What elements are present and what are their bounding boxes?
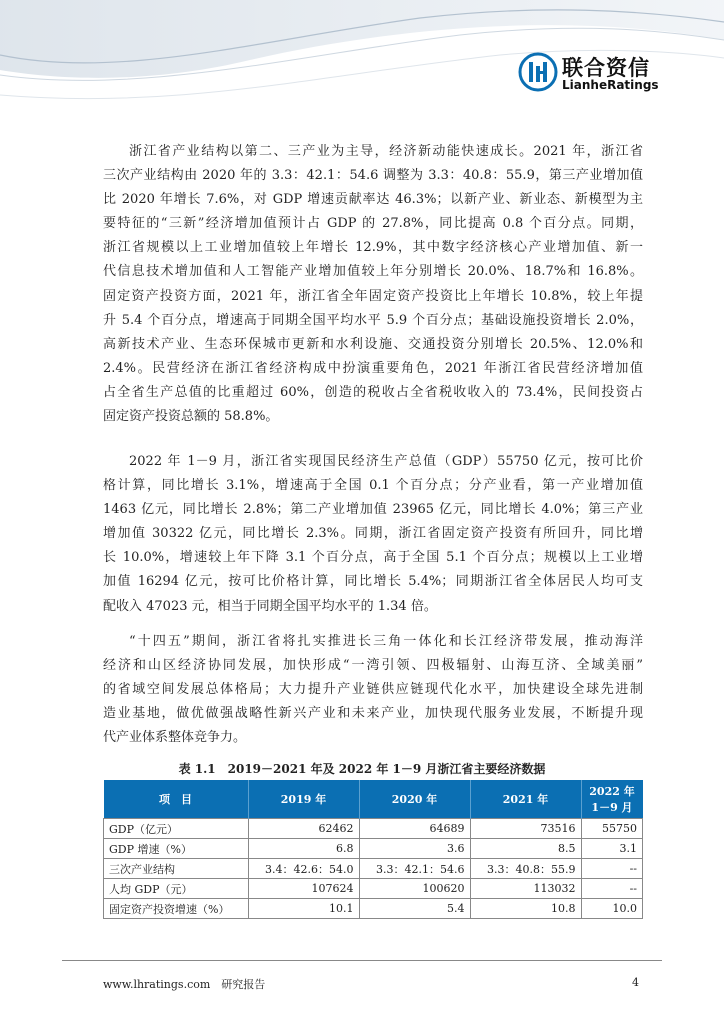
cell-2019: 10.1: [248, 899, 359, 919]
paragraph-industry-structure: [103, 140, 643, 429]
p2-line: 配收入 47023 元，相当于同期全国平均水平的 1.34 倍。: [103, 598, 437, 614]
header-2020: 2020 年: [359, 780, 470, 819]
logo-english-name: LianheRatings: [562, 78, 659, 92]
header-item: 项 目: [104, 780, 249, 819]
cell-2022: 10.0: [581, 899, 643, 919]
cell-2020: 5.4: [359, 899, 470, 919]
table-header-row: [104, 780, 643, 819]
p1-line: 浙江省规模以上工业增加值较上年增长 12.9%，其中数字经济核心产业增加值、新一: [103, 240, 643, 256]
p2-line: 加值 16294 亿元，按可比价格计算，同比增长 5.4%；同期浙江省全体居民人均可支: [103, 574, 643, 590]
p1-line: 固定资产投资总额的 58.8%。: [103, 409, 279, 425]
table-row: [104, 899, 643, 919]
paragraph-14th-five-year: [103, 630, 643, 750]
row-label: 人均 GDP（元）: [104, 879, 249, 899]
cell-2021: 73516: [470, 819, 581, 839]
p1-line: 三次产业结构由 2020 年的 3.3：42.1：54.6 调整为 3.3：40.8：55.9，第三产业增加值: [103, 168, 643, 184]
p1-line: 代信息技术增加值和人工智能产业增加值较上年分别增长 20.0%、18.7%和 16.8%。: [103, 264, 643, 280]
cell-2022: 3.1: [581, 839, 643, 859]
row-label: GDP 增速（%）: [104, 839, 249, 859]
logo-chinese-name: 联合资信: [562, 56, 650, 80]
table-row: [104, 819, 643, 839]
p1-line: 升 5.4 个百分点，增速高于同期全国平均水平 5.9 个百分点；基础设施投资增长 2.0%，: [103, 312, 643, 328]
cell-2020: 3.6: [359, 839, 470, 859]
cell-2022: --: [581, 859, 643, 879]
cell-2022: 55750: [581, 819, 643, 839]
p3-line: 经济和山区经济协同发展，加快形成“一湾引领、四极辐射、山海互济、全域美丽”: [103, 658, 643, 674]
cell-2019: 6.8: [248, 839, 359, 859]
cell-2020: 3.3：42.1：54.6: [359, 859, 470, 879]
cell-2021: 10.8: [470, 899, 581, 919]
cell-2019: 3.4：42.6：54.0: [248, 859, 359, 879]
table-row: [104, 839, 643, 859]
cell-2019: 107624: [248, 879, 359, 899]
p2-line: 1463 亿元，同比增长 2.8%；第二产业增加值 23965 亿元，同比增长 4.0%；第三产业: [103, 502, 643, 518]
p1-line: 比 2020 年增长 7.6%，对 GDP 增速贡献率达 46.3%；以新产业、新业态、新模型为主: [103, 192, 643, 208]
cell-2022: --: [581, 879, 643, 899]
cell-2020: 100620: [359, 879, 470, 899]
p1-line: 高新技术产业、生态环保城市更新和水利设施、交通投资分别增长 20.5%、12.0%和: [103, 336, 643, 352]
table-caption: 表 1.1 2019－2021 年及 2022 年 1－9 月浙江省主要经济数据: [178, 762, 546, 776]
lianhe-ratings-logo: [518, 52, 678, 96]
cell-2020: 64689: [359, 819, 470, 839]
p1-line: 2.4%。民营经济在浙江省经济构成中扮演重要角色，2021 年浙江省民营经济增加值: [103, 360, 643, 376]
p1-line: 要特征的“三新”经济增加值预计占 GDP 的 27.8%，同比提高 0.8 个百分点。同期，: [103, 216, 643, 232]
p2-line: 格计算，同比增长 3.1%，增速高于全国 0.1 个百分点；分产业看，第一产业增加值: [103, 478, 643, 494]
header-2022: [581, 780, 643, 819]
header-2019: 2019 年: [248, 780, 359, 819]
p2-line: 2022 年 1－9 月，浙江省实现国民经济生产总值（GDP）55750 亿元，按可比价: [129, 454, 643, 469]
economic-data-table: [103, 780, 643, 919]
p2-line: 长 10.0%，增速较上年下降 3.1 个百分点，高于全国 5.1 个百分点；规模以上工业增: [103, 550, 643, 566]
p3-line: 代产业体系整体竞争力。: [103, 730, 247, 746]
cell-2021: 3.3：40.8：55.9: [470, 859, 581, 879]
footer-website: www.lhratings.com 研究报告: [103, 978, 266, 991]
p1-line: 固定资产投资方面，2021 年，浙江省全年固定资产投资比上年增长 10.8%，较上年提: [103, 288, 643, 304]
page-number: 4: [632, 976, 639, 989]
table-row: [104, 879, 643, 899]
header-2022-period: 1－9 月: [591, 801, 633, 814]
row-label: 固定资产投资增速（%）: [104, 899, 249, 919]
header-2022-year: 2022 年: [589, 785, 635, 798]
p2-line: 增加值 30322 亿元，同比增长 2.3%。同期，浙江省固定资产投资有所回升，同比增: [103, 526, 643, 542]
paragraph-2022-q1-q3: [103, 450, 643, 619]
p3-line: 的省域空间发展总体格局；大力提升产业链供应链现代化水平，加快建设全球先进制: [103, 682, 643, 698]
cell-2019: 62462: [248, 819, 359, 839]
p3-line: 造业基地，做优做强战略性新兴产业和未来产业，加快现代服务业发展，不断提升现: [103, 706, 643, 722]
p1-line: 占全省生产总值的比重超过 60%，创造的税收占全省税收收入的 73.4%，民间投资占: [103, 384, 643, 400]
cell-2021: 8.5: [470, 839, 581, 859]
table-row: [104, 859, 643, 879]
footer-divider: [62, 960, 662, 961]
p3-line: “十四五”期间，浙江省将扎实推进长三角一体化和长江经济带发展，推动海洋: [129, 634, 643, 649]
row-label: 三次产业结构: [104, 859, 249, 879]
lianhe-logo-icon: [518, 52, 558, 92]
header-2021: 2021 年: [470, 780, 581, 819]
row-label: GDP（亿元）: [104, 819, 249, 839]
cell-2021: 113032: [470, 879, 581, 899]
p1-line: 浙江省产业结构以第二、三产业为主导，经济新动能快速成长。2021 年，浙江省: [129, 144, 643, 159]
